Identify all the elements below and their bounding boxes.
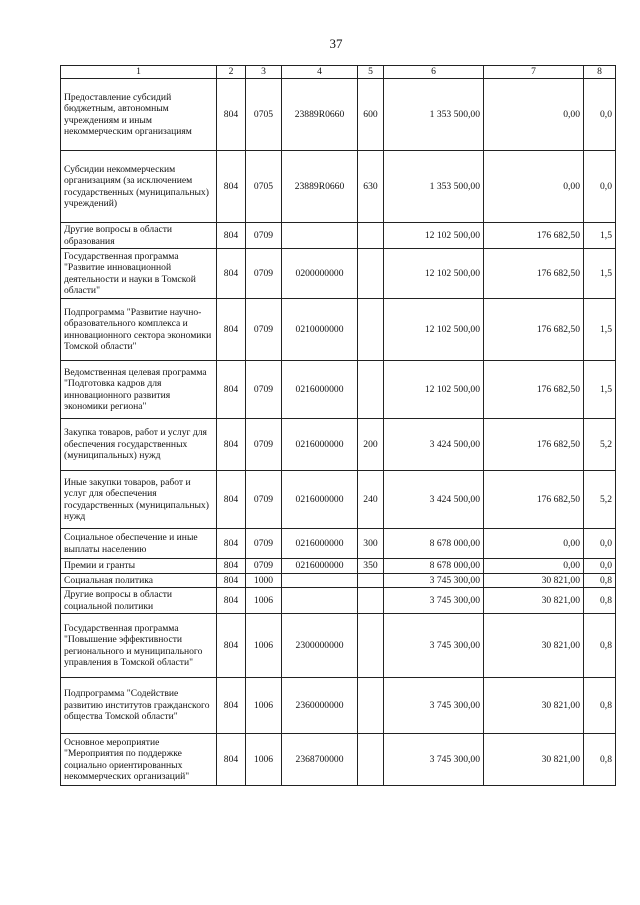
row-code-cell: 804 (217, 734, 246, 786)
row-executed-cell: 30 821,00 (484, 678, 584, 734)
row-code-cell: 804 (217, 249, 246, 299)
row-name-cell: Ведомственная целевая программа "Подготовка кадров для инновационного развития экономики региона" (61, 361, 217, 419)
row-section-cell: 0709 (246, 559, 282, 574)
row-executed-cell: 0,00 (484, 559, 584, 574)
row-plan-cell: 12 102 500,00 (384, 361, 484, 419)
table-row (61, 419, 616, 471)
row-percent-cell: 1,5 (584, 223, 616, 249)
row-name-cell: Государственная программа "Повышение эффективности регионального и муниципального управления в Томской области" (61, 614, 217, 678)
row-plan-cell: 1 353 500,00 (384, 151, 484, 223)
row-executed-cell: 176 682,50 (484, 419, 584, 471)
row-code-cell: 804 (217, 471, 246, 529)
column-header: 1 (61, 66, 217, 79)
row-percent-cell: 1,5 (584, 299, 616, 361)
row-target-cell (282, 223, 358, 249)
row-executed-cell: 30 821,00 (484, 573, 584, 588)
row-code-cell: 804 (217, 79, 246, 151)
row-target-cell: 23889R0660 (282, 151, 358, 223)
row-section-cell: 0709 (246, 419, 282, 471)
table-row (61, 471, 616, 529)
row-section-cell: 0709 (246, 249, 282, 299)
row-plan-cell: 12 102 500,00 (384, 299, 484, 361)
row-name-cell: Подпрограмма "Содействие развитию институтов гражданского общества Томской области" (61, 678, 217, 734)
row-section-cell: 1006 (246, 734, 282, 786)
row-percent-cell: 1,5 (584, 249, 616, 299)
table-row (61, 299, 616, 361)
row-name-cell: Социальная политика (61, 573, 217, 588)
row-expense-type-cell: 630 (358, 151, 384, 223)
row-percent-cell: 0,8 (584, 573, 616, 588)
row-section-cell: 0709 (246, 361, 282, 419)
row-expense-type-cell: 300 (358, 529, 384, 559)
row-section-cell: 0705 (246, 151, 282, 223)
row-section-cell: 0709 (246, 299, 282, 361)
row-code-cell: 804 (217, 678, 246, 734)
table-row (61, 588, 616, 614)
row-code-cell: 804 (217, 529, 246, 559)
table-row (61, 223, 616, 249)
table-row (61, 678, 616, 734)
budget-table (60, 65, 616, 786)
row-percent-cell: 0,0 (584, 79, 616, 151)
row-section-cell: 0709 (246, 223, 282, 249)
row-plan-cell: 3 424 500,00 (384, 419, 484, 471)
row-section-cell: 0709 (246, 529, 282, 559)
row-target-cell (282, 588, 358, 614)
row-name-cell: Закупка товаров, работ и услуг для обеспечения государственных (муниципальных) нужд (61, 419, 217, 471)
table-row (61, 79, 616, 151)
column-header: 3 (246, 66, 282, 79)
row-percent-cell: 0,0 (584, 559, 616, 574)
row-expense-type-cell (358, 678, 384, 734)
table-body (61, 79, 616, 786)
row-expense-type-cell: 350 (358, 559, 384, 574)
row-percent-cell: 0,8 (584, 678, 616, 734)
row-section-cell: 1006 (246, 614, 282, 678)
column-header: 2 (217, 66, 246, 79)
table-row (61, 614, 616, 678)
row-executed-cell: 30 821,00 (484, 734, 584, 786)
row-percent-cell: 0,8 (584, 734, 616, 786)
row-plan-cell: 3 745 300,00 (384, 588, 484, 614)
row-name-cell: Государственная программа "Развитие инновационной деятельности и науки в Томской области" (61, 249, 217, 299)
row-code-cell: 804 (217, 419, 246, 471)
row-target-cell: 0216000000 (282, 471, 358, 529)
row-percent-cell: 0,0 (584, 151, 616, 223)
row-executed-cell: 30 821,00 (484, 588, 584, 614)
row-code-cell: 804 (217, 151, 246, 223)
row-plan-cell: 3 745 300,00 (384, 614, 484, 678)
row-plan-cell: 12 102 500,00 (384, 249, 484, 299)
row-expense-type-cell (358, 223, 384, 249)
row-code-cell: 804 (217, 223, 246, 249)
row-name-cell: Субсидии некоммерческим организациям (за исключением государственных (муниципальных) учреждений) (61, 151, 217, 223)
table-row (61, 573, 616, 588)
row-executed-cell: 0,00 (484, 529, 584, 559)
row-name-cell: Социальное обеспечение и иные выплаты населению (61, 529, 217, 559)
row-name-cell: Другие вопросы в области образования (61, 223, 217, 249)
row-target-cell: 0216000000 (282, 419, 358, 471)
row-code-cell: 804 (217, 614, 246, 678)
table-row (61, 734, 616, 786)
row-name-cell: Премии и гранты (61, 559, 217, 574)
column-header: 5 (358, 66, 384, 79)
row-expense-type-cell (358, 588, 384, 614)
row-expense-type-cell: 600 (358, 79, 384, 151)
row-section-cell: 0709 (246, 471, 282, 529)
row-code-cell: 804 (217, 559, 246, 574)
row-target-cell: 2360000000 (282, 678, 358, 734)
row-expense-type-cell (358, 734, 384, 786)
row-plan-cell: 3 424 500,00 (384, 471, 484, 529)
row-plan-cell: 12 102 500,00 (384, 223, 484, 249)
row-plan-cell: 3 745 300,00 (384, 734, 484, 786)
row-target-cell: 0216000000 (282, 559, 358, 574)
row-name-cell: Другие вопросы в области социальной политики (61, 588, 217, 614)
row-section-cell: 1000 (246, 573, 282, 588)
row-target-cell: 0216000000 (282, 361, 358, 419)
row-target-cell: 2300000000 (282, 614, 358, 678)
row-percent-cell: 0,8 (584, 588, 616, 614)
page-number: 37 (329, 36, 343, 51)
table-row (61, 559, 616, 574)
table-row (61, 249, 616, 299)
row-percent-cell: 0,0 (584, 529, 616, 559)
row-expense-type-cell: 240 (358, 471, 384, 529)
row-target-cell: 23889R0660 (282, 79, 358, 151)
row-expense-type-cell (358, 573, 384, 588)
row-code-cell: 804 (217, 588, 246, 614)
table-row (61, 529, 616, 559)
row-executed-cell: 176 682,50 (484, 361, 584, 419)
row-executed-cell: 176 682,50 (484, 299, 584, 361)
row-executed-cell: 0,00 (484, 151, 584, 223)
row-code-cell: 804 (217, 573, 246, 588)
row-section-cell: 0705 (246, 79, 282, 151)
row-plan-cell: 8 678 000,00 (384, 559, 484, 574)
row-expense-type-cell: 200 (358, 419, 384, 471)
table-header-row (61, 66, 616, 79)
row-executed-cell: 30 821,00 (484, 614, 584, 678)
row-expense-type-cell (358, 299, 384, 361)
row-target-cell: 2368700000 (282, 734, 358, 786)
row-percent-cell: 5,2 (584, 419, 616, 471)
row-section-cell: 1006 (246, 678, 282, 734)
row-code-cell: 804 (217, 361, 246, 419)
row-name-cell: Предоставление субсидий бюджетным, автономным учреждениям и иным некоммерческим организациям (61, 79, 217, 151)
row-percent-cell: 5,2 (584, 471, 616, 529)
row-executed-cell: 176 682,50 (484, 471, 584, 529)
column-header: 6 (384, 66, 484, 79)
row-plan-cell: 3 745 300,00 (384, 678, 484, 734)
row-target-cell: 0200000000 (282, 249, 358, 299)
table-row (61, 361, 616, 419)
row-name-cell: Основное мероприятие "Мероприятия по поддержке социально ориентированных некоммерческих организаций" (61, 734, 217, 786)
column-header: 8 (584, 66, 616, 79)
row-expense-type-cell (358, 361, 384, 419)
row-executed-cell: 0,00 (484, 79, 584, 151)
row-executed-cell: 176 682,50 (484, 249, 584, 299)
row-expense-type-cell (358, 249, 384, 299)
row-code-cell: 804 (217, 299, 246, 361)
row-target-cell (282, 573, 358, 588)
row-executed-cell: 176 682,50 (484, 223, 584, 249)
column-header: 4 (282, 66, 358, 79)
row-plan-cell: 1 353 500,00 (384, 79, 484, 151)
row-target-cell: 0210000000 (282, 299, 358, 361)
row-target-cell: 0216000000 (282, 529, 358, 559)
table-row (61, 151, 616, 223)
row-section-cell: 1006 (246, 588, 282, 614)
column-header: 7 (484, 66, 584, 79)
row-plan-cell: 8 678 000,00 (384, 529, 484, 559)
row-expense-type-cell (358, 614, 384, 678)
row-plan-cell: 3 745 300,00 (384, 573, 484, 588)
row-name-cell: Иные закупки товаров, работ и услуг для обеспечения государственных (муниципальных) нужд (61, 471, 217, 529)
row-percent-cell: 0,8 (584, 614, 616, 678)
row-percent-cell: 1,5 (584, 361, 616, 419)
row-name-cell: Подпрограмма "Развитие научно-образовательного комплекса и инновационного сектора экономики Томской области" (61, 299, 217, 361)
